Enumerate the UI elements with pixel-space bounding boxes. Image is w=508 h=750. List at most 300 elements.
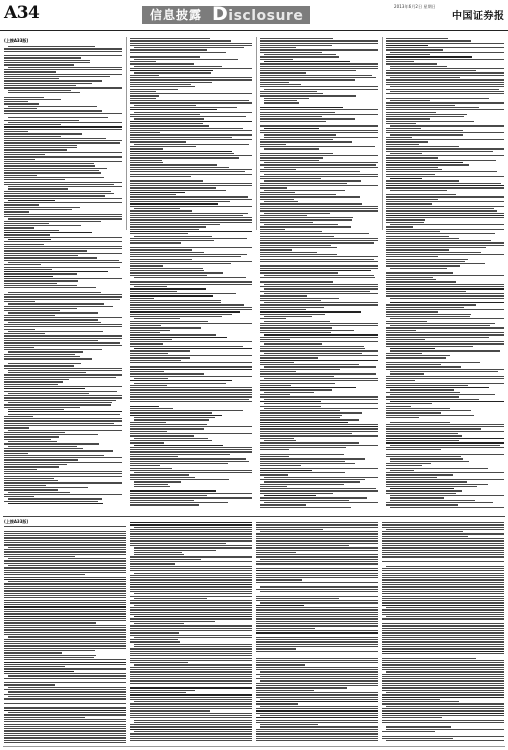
text-line bbox=[260, 93, 323, 94]
text-line bbox=[134, 112, 252, 113]
text-line bbox=[382, 598, 504, 599]
text-line bbox=[4, 618, 126, 619]
text-line bbox=[134, 383, 226, 384]
text-line bbox=[260, 157, 323, 158]
text-line bbox=[4, 682, 126, 683]
text-line bbox=[382, 612, 504, 613]
text-line bbox=[260, 238, 378, 239]
text-line bbox=[256, 545, 349, 546]
text-line bbox=[130, 394, 252, 395]
upper-column-1 bbox=[4, 38, 122, 512]
text-line bbox=[130, 596, 252, 597]
text-line bbox=[256, 651, 378, 652]
text-line bbox=[4, 83, 92, 84]
column-text bbox=[260, 38, 378, 508]
text-line bbox=[4, 717, 85, 718]
text-line bbox=[4, 528, 126, 529]
text-line bbox=[130, 726, 252, 727]
text-line bbox=[8, 67, 122, 68]
text-line bbox=[4, 650, 95, 651]
text-line bbox=[4, 588, 126, 589]
text-line bbox=[4, 97, 44, 98]
text-line bbox=[256, 533, 378, 534]
text-line bbox=[382, 593, 504, 594]
text-line bbox=[264, 288, 378, 289]
text-line bbox=[130, 270, 204, 271]
text-line bbox=[130, 281, 252, 282]
text-line bbox=[8, 441, 57, 442]
text-line bbox=[264, 392, 314, 393]
text-line bbox=[130, 146, 196, 147]
text-line bbox=[4, 659, 126, 660]
text-line bbox=[256, 563, 378, 564]
text-line bbox=[4, 319, 98, 320]
text-line bbox=[130, 683, 252, 684]
text-line bbox=[386, 82, 504, 83]
text-line bbox=[134, 481, 181, 482]
text-line bbox=[390, 86, 504, 87]
text-line bbox=[386, 431, 504, 432]
text-line bbox=[4, 250, 87, 251]
text-line bbox=[382, 596, 504, 597]
text-line bbox=[386, 463, 431, 464]
text-line bbox=[386, 477, 437, 478]
text-line bbox=[386, 481, 467, 482]
text-line bbox=[382, 701, 459, 702]
text-line bbox=[130, 341, 252, 342]
text-line bbox=[130, 431, 167, 432]
text-line bbox=[260, 144, 286, 145]
text-line bbox=[4, 76, 110, 77]
text-line bbox=[130, 369, 252, 370]
text-line bbox=[386, 121, 474, 122]
text-line bbox=[260, 447, 346, 448]
text-line bbox=[260, 256, 378, 257]
text-line bbox=[386, 40, 471, 41]
text-line bbox=[4, 264, 41, 265]
text-line bbox=[4, 204, 39, 205]
text-line bbox=[130, 132, 160, 133]
text-line bbox=[130, 658, 252, 659]
text-line bbox=[4, 418, 122, 419]
text-line bbox=[130, 219, 252, 220]
text-line bbox=[386, 249, 449, 250]
text-line bbox=[130, 456, 178, 457]
text-line bbox=[130, 213, 248, 214]
text-line bbox=[8, 331, 103, 332]
text-line bbox=[260, 412, 362, 413]
text-line bbox=[130, 245, 170, 246]
text-line bbox=[130, 360, 181, 361]
text-line bbox=[4, 381, 63, 382]
text-line bbox=[386, 355, 450, 356]
text-line bbox=[4, 425, 122, 426]
text-line bbox=[386, 307, 464, 308]
text-line bbox=[386, 406, 411, 407]
text-line bbox=[130, 167, 229, 168]
text-line bbox=[386, 196, 504, 197]
text-line bbox=[260, 470, 312, 471]
text-line bbox=[386, 256, 438, 257]
text-line bbox=[130, 435, 194, 436]
text-line bbox=[260, 121, 326, 122]
text-line bbox=[264, 378, 378, 379]
text-line bbox=[130, 628, 252, 629]
text-line bbox=[8, 312, 98, 313]
text-line bbox=[130, 577, 252, 578]
text-line bbox=[134, 701, 252, 702]
text-line bbox=[130, 708, 252, 709]
text-line bbox=[134, 438, 208, 439]
text-line bbox=[260, 291, 370, 292]
text-line bbox=[4, 48, 122, 49]
text-line bbox=[260, 187, 287, 188]
text-line bbox=[4, 301, 35, 302]
text-line bbox=[130, 174, 252, 175]
text-line bbox=[4, 611, 126, 612]
text-line bbox=[4, 586, 126, 587]
text-line bbox=[8, 372, 86, 373]
text-line bbox=[4, 278, 122, 279]
text-line bbox=[386, 616, 504, 617]
column-text bbox=[4, 526, 126, 743]
text-line bbox=[130, 100, 249, 101]
text-line bbox=[386, 118, 430, 119]
text-line bbox=[8, 446, 77, 447]
text-line bbox=[260, 300, 321, 301]
text-line bbox=[260, 254, 337, 255]
text-line bbox=[130, 687, 252, 688]
text-line bbox=[386, 364, 441, 365]
text-line bbox=[8, 370, 122, 371]
text-line bbox=[386, 343, 504, 344]
text-line bbox=[130, 187, 216, 188]
text-line bbox=[130, 671, 252, 672]
text-line bbox=[264, 148, 319, 149]
text-line bbox=[4, 609, 126, 610]
column-text bbox=[382, 522, 504, 741]
text-line bbox=[130, 449, 252, 450]
text-line bbox=[130, 385, 167, 386]
text-line bbox=[256, 605, 304, 606]
text-line bbox=[386, 164, 469, 165]
text-line bbox=[130, 304, 244, 305]
text-line bbox=[130, 148, 163, 149]
text-line bbox=[4, 388, 85, 389]
text-line bbox=[260, 706, 378, 707]
text-line bbox=[256, 736, 378, 737]
text-line bbox=[4, 457, 122, 458]
text-line bbox=[130, 648, 252, 649]
text-line bbox=[130, 733, 252, 734]
text-line bbox=[256, 536, 378, 537]
text-line bbox=[386, 440, 459, 441]
text-line bbox=[134, 593, 252, 594]
text-line bbox=[4, 489, 58, 490]
text-line bbox=[386, 157, 438, 158]
text-line bbox=[260, 364, 359, 365]
text-line bbox=[130, 279, 252, 280]
text-line bbox=[386, 180, 459, 181]
text-line bbox=[4, 549, 126, 550]
text-line bbox=[260, 504, 306, 505]
text-line bbox=[134, 378, 168, 379]
text-line bbox=[4, 69, 122, 70]
column-text bbox=[386, 38, 504, 508]
text-line bbox=[4, 600, 126, 601]
text-line bbox=[382, 678, 504, 679]
text-line bbox=[4, 737, 126, 738]
text-line bbox=[260, 472, 345, 473]
text-line bbox=[382, 648, 504, 649]
text-line bbox=[134, 66, 222, 67]
text-line bbox=[260, 112, 335, 113]
text-line bbox=[130, 559, 201, 560]
text-line bbox=[260, 383, 335, 384]
text-line bbox=[382, 710, 504, 711]
text-line bbox=[4, 257, 97, 258]
text-line bbox=[386, 112, 436, 113]
text-line bbox=[256, 694, 378, 695]
text-line bbox=[4, 225, 81, 226]
text-line bbox=[4, 53, 49, 54]
text-line bbox=[390, 373, 424, 374]
text-line bbox=[386, 321, 427, 322]
text-line bbox=[386, 259, 468, 260]
text-line bbox=[4, 246, 122, 247]
text-line bbox=[130, 653, 252, 654]
text-line bbox=[382, 644, 504, 645]
text-line bbox=[256, 731, 378, 732]
text-line bbox=[382, 676, 504, 677]
text-line bbox=[134, 417, 215, 418]
text-line bbox=[390, 500, 475, 501]
text-line bbox=[256, 632, 378, 633]
section-title-cn: 信息披露 bbox=[150, 8, 203, 22]
text-line bbox=[386, 116, 464, 117]
text-line bbox=[386, 408, 450, 409]
text-line bbox=[130, 43, 252, 44]
text-line bbox=[130, 447, 252, 448]
text-line bbox=[382, 575, 504, 576]
text-line bbox=[386, 130, 463, 131]
text-line bbox=[386, 79, 504, 80]
text-line bbox=[264, 98, 309, 99]
text-line bbox=[260, 355, 378, 356]
text-line bbox=[4, 531, 126, 532]
text-line bbox=[256, 582, 378, 583]
text-line bbox=[386, 252, 481, 253]
text-line bbox=[4, 645, 126, 646]
text-line bbox=[386, 334, 504, 335]
text-line bbox=[4, 64, 74, 65]
text-line bbox=[130, 249, 192, 250]
text-line bbox=[4, 439, 51, 440]
text-line bbox=[130, 109, 217, 110]
text-line bbox=[4, 554, 126, 555]
column-divider bbox=[256, 37, 257, 230]
text-line bbox=[4, 427, 29, 428]
text-line bbox=[130, 392, 252, 393]
text-line bbox=[130, 238, 247, 239]
text-line bbox=[130, 275, 207, 276]
text-line bbox=[4, 74, 122, 75]
text-line bbox=[4, 260, 119, 261]
text-line bbox=[382, 733, 504, 734]
text-line bbox=[256, 667, 378, 668]
text-line bbox=[260, 488, 376, 489]
text-line bbox=[264, 190, 345, 191]
text-line bbox=[382, 713, 504, 714]
text-line bbox=[386, 93, 504, 94]
text-line bbox=[4, 145, 77, 146]
lower-block-header: (上接A33版) bbox=[4, 519, 29, 524]
text-line bbox=[130, 477, 195, 478]
text-line bbox=[386, 107, 479, 108]
text-line bbox=[260, 295, 307, 296]
text-line bbox=[386, 529, 504, 530]
text-line bbox=[260, 236, 334, 237]
text-line bbox=[386, 309, 504, 310]
text-line bbox=[256, 618, 378, 619]
text-line bbox=[382, 687, 504, 688]
text-line bbox=[260, 203, 362, 204]
text-line bbox=[130, 153, 234, 154]
text-line bbox=[4, 315, 55, 316]
text-line bbox=[134, 277, 246, 278]
text-line bbox=[4, 175, 37, 176]
text-line bbox=[386, 75, 504, 76]
text-line bbox=[390, 68, 504, 69]
text-line bbox=[4, 735, 126, 736]
text-line bbox=[382, 717, 442, 718]
text-line bbox=[4, 680, 62, 681]
text-line bbox=[382, 632, 504, 633]
text-line bbox=[130, 210, 192, 211]
text-line bbox=[386, 387, 489, 388]
text-line bbox=[134, 722, 252, 723]
text-line bbox=[260, 435, 378, 436]
text-line bbox=[4, 71, 56, 72]
text-line bbox=[256, 589, 378, 590]
text-line bbox=[264, 162, 378, 163]
text-line bbox=[260, 270, 371, 271]
text-line bbox=[4, 267, 120, 268]
text-line bbox=[4, 572, 126, 573]
lower-column-1 bbox=[4, 526, 126, 744]
text-line bbox=[390, 389, 454, 390]
text-line bbox=[130, 68, 252, 69]
text-line bbox=[386, 468, 488, 469]
text-line bbox=[382, 561, 504, 562]
text-line bbox=[4, 705, 101, 706]
text-line bbox=[264, 105, 340, 106]
text-line bbox=[4, 616, 126, 617]
text-line bbox=[260, 199, 294, 200]
text-line bbox=[386, 465, 422, 466]
text-line bbox=[130, 259, 192, 260]
text-line bbox=[260, 465, 301, 466]
text-line bbox=[130, 422, 166, 423]
text-line bbox=[382, 699, 440, 700]
text-line bbox=[4, 358, 92, 359]
text-line bbox=[4, 724, 126, 725]
text-line bbox=[382, 547, 504, 548]
text-line bbox=[130, 357, 190, 358]
text-line bbox=[260, 226, 351, 227]
text-line bbox=[130, 600, 252, 601]
text-line bbox=[4, 462, 122, 463]
text-line bbox=[4, 570, 126, 571]
text-line bbox=[4, 379, 69, 380]
text-line bbox=[256, 547, 378, 548]
text-line bbox=[130, 141, 186, 142]
text-line bbox=[130, 697, 252, 698]
text-line bbox=[256, 720, 378, 721]
text-line bbox=[260, 125, 378, 126]
text-line bbox=[4, 469, 37, 470]
text-line bbox=[382, 584, 504, 585]
text-line bbox=[256, 644, 378, 645]
text-line bbox=[130, 128, 243, 129]
text-line bbox=[4, 407, 80, 408]
text-line bbox=[264, 275, 374, 276]
text-line bbox=[4, 120, 79, 121]
text-line bbox=[130, 454, 230, 455]
text-line bbox=[260, 458, 365, 459]
text-line bbox=[134, 208, 180, 209]
text-line bbox=[382, 625, 504, 626]
text-line bbox=[8, 292, 101, 293]
text-line bbox=[386, 357, 446, 358]
text-line bbox=[386, 410, 471, 411]
text-line bbox=[386, 162, 463, 163]
text-line bbox=[260, 387, 356, 388]
text-line bbox=[264, 137, 378, 138]
text-line bbox=[130, 561, 252, 562]
text-line bbox=[386, 447, 504, 448]
text-line bbox=[4, 726, 126, 727]
text-line bbox=[386, 72, 504, 73]
text-line bbox=[4, 526, 126, 527]
text-line bbox=[382, 731, 435, 732]
text-line bbox=[386, 442, 504, 443]
text-line bbox=[386, 726, 451, 727]
text-line bbox=[382, 524, 504, 525]
text-line bbox=[260, 286, 378, 287]
text-line bbox=[386, 486, 477, 487]
text-line bbox=[4, 310, 60, 311]
text-line bbox=[4, 416, 33, 417]
text-line bbox=[4, 51, 122, 52]
text-line bbox=[256, 703, 298, 704]
text-line bbox=[8, 558, 126, 559]
text-line bbox=[382, 543, 504, 544]
text-line bbox=[260, 468, 378, 469]
text-line bbox=[4, 701, 126, 702]
text-line bbox=[4, 643, 126, 644]
text-line bbox=[4, 99, 61, 100]
text-line bbox=[8, 503, 103, 504]
text-line bbox=[260, 724, 318, 725]
text-line bbox=[390, 100, 430, 101]
text-line bbox=[390, 268, 447, 269]
text-line bbox=[130, 309, 252, 310]
text-line bbox=[382, 609, 504, 610]
text-line bbox=[134, 445, 223, 446]
text-line bbox=[130, 121, 252, 122]
text-line bbox=[382, 600, 504, 601]
